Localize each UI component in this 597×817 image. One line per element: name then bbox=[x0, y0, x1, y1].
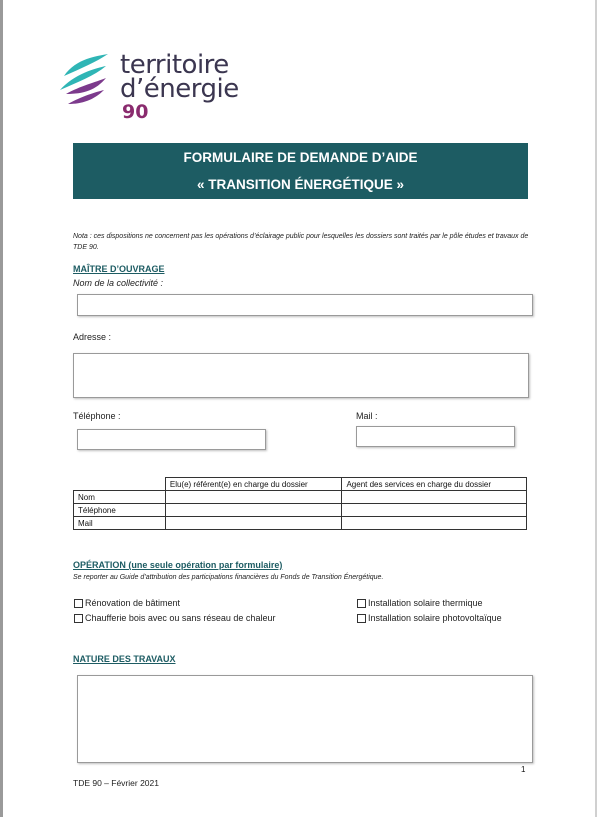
form-title-line2: « TRANSITION ÉNERGÉTIQUE » bbox=[196, 177, 405, 192]
checkbox-icon[interactable] bbox=[74, 599, 83, 608]
option-solaire-photovoltaique[interactable] bbox=[357, 613, 502, 623]
row-label-nom: Nom bbox=[74, 491, 166, 504]
adresse-label: Adresse : bbox=[73, 332, 112, 342]
option-renovation[interactable] bbox=[74, 598, 180, 608]
option-chaufferie-label: Chaufferie bois avec ou sans réseau de chaleur bbox=[85, 613, 276, 623]
table-header-agent: Agent des services en charge du dossier bbox=[342, 478, 527, 491]
checkbox-icon[interactable] bbox=[74, 614, 83, 623]
form-title-banner bbox=[73, 143, 528, 199]
section-title-maitre-ouvrage: MAÎTRE D’OUVRAGE bbox=[73, 264, 165, 274]
option-photovoltaique-label: Installation solaire photovoltaïque bbox=[368, 613, 502, 623]
section-title-nature-travaux: NATURE DES TRAVAUX bbox=[73, 654, 176, 664]
footer-text: TDE 90 – Février 2021 bbox=[73, 778, 159, 788]
checkbox-icon[interactable] bbox=[357, 599, 366, 608]
page-number: 1 bbox=[521, 765, 526, 774]
row-label-telephone: Téléphone bbox=[74, 504, 166, 517]
table-row bbox=[74, 504, 527, 517]
scope-note: Nota : ces dispositions ne concernent pas les opérations d’éclairage public pour lesquelles les dossiers sont traités par le pôle études et travaux de TDE 90. bbox=[73, 233, 529, 251]
table-header-row bbox=[74, 478, 527, 491]
mail-label: Mail : bbox=[356, 411, 378, 421]
logo-text-90: 90 bbox=[122, 101, 149, 123]
cell-elu-mail[interactable] bbox=[165, 517, 342, 530]
table-row bbox=[74, 491, 527, 504]
contacts-table bbox=[73, 477, 527, 530]
telephone-label: Téléphone : bbox=[73, 411, 121, 421]
cell-elu-nom[interactable] bbox=[165, 491, 342, 504]
page-edge-left bbox=[0, 0, 3, 817]
cell-agent-mail[interactable] bbox=[342, 517, 527, 530]
mail-field[interactable] bbox=[356, 426, 515, 447]
nature-travaux-field[interactable] bbox=[77, 675, 533, 763]
operation-guide-note: Se reporter au Guide d’attribution des participations financières du Fonds de Transition Énergétique. bbox=[73, 574, 384, 581]
form-title-line1: FORMULAIRE DE DEMANDE D’AIDE bbox=[183, 150, 418, 165]
option-solaire-thermique[interactable] bbox=[357, 598, 483, 608]
logo-text-energie: d’énergie bbox=[120, 74, 239, 104]
row-label-mail: Mail bbox=[74, 517, 166, 530]
option-renovation-label: Rénovation de bâtiment bbox=[85, 598, 181, 608]
cell-elu-telephone[interactable] bbox=[165, 504, 342, 517]
adresse-field[interactable] bbox=[73, 353, 529, 398]
table-row bbox=[74, 517, 527, 530]
telephone-field[interactable] bbox=[77, 429, 266, 450]
section-title-operation: OPÉRATION (une seule opération par formulaire) bbox=[73, 560, 283, 570]
nom-collectivite-label: Nom de la collectivité : bbox=[73, 278, 164, 288]
option-chaufferie-bois[interactable] bbox=[74, 613, 275, 623]
checkbox-icon[interactable] bbox=[357, 614, 366, 623]
option-solaire-thermique-label: Installation solaire thermique bbox=[368, 598, 483, 608]
table-header-empty bbox=[74, 478, 166, 491]
cell-agent-nom[interactable] bbox=[342, 491, 527, 504]
logo-text-territoire: territoire bbox=[120, 50, 229, 80]
table-header-elu: Elu(e) référent(e) en charge du dossier bbox=[165, 478, 342, 491]
nom-collectivite-field[interactable] bbox=[77, 294, 533, 316]
cell-agent-telephone[interactable] bbox=[342, 504, 527, 517]
